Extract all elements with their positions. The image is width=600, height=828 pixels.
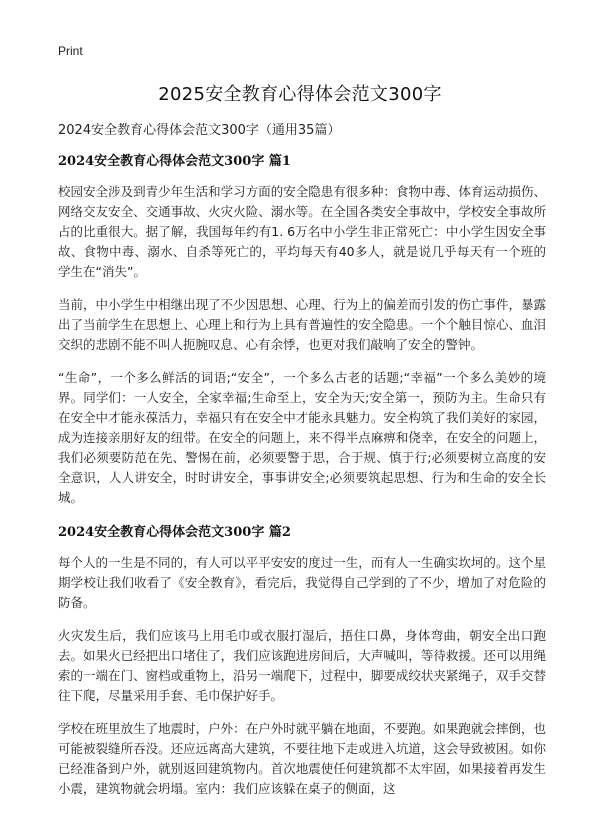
section-1 <box>58 150 546 508</box>
section-heading: 2024安全教育心得体会范文300字 篇2 <box>58 525 291 540</box>
paragraph: 校园安全涉及到青少年生活和学习方面的安全隐患有很多种：食物中毒、体育运动损伤、网络交友安全、交通事故、火灾火险、溺水等。在全国各类安全事故中，学校安全事故所占的比重很大。据了解，我国每年约有1. 6万名中小学生非正常死亡：中小学生因安全事故、食物中毒、溺水、自杀等死亡的，平均每天有40多人，就是说几乎每天有一个班的学生在“消失”。 <box>58 184 546 279</box>
document-title: 2025安全教育心得体会范文300字 <box>158 84 442 105</box>
section-heading: 2024安全教育心得体会范文300字 篇1 <box>58 154 291 169</box>
document-content <box>58 150 546 812</box>
paragraph: 每个人的一生是不同的，有人可以平平安安的度过一生，而有人一生确实坎坷的。这个星期学校让我们收看了《安全教育》，看完后，我觉得自己学到的了不少，增加了对危险的防备。 <box>58 555 546 610</box>
document-subtitle: 2024安全教育心得体会范文300字（通用35篇） <box>58 123 341 138</box>
paragraph: 当前，中小学生中相继出现了不少因思想、心理、行为上的偏差而引发的伤亡事件，暴露出了当前学生在思想上、心理上和行为上具有普遍性的安全隐患。一个个触目惊心、血泪交织的悲剧不能不叫人扼腕叹息、心有余悸，也更对我们敲响了安全的警钟。 <box>58 297 546 352</box>
paragraph: 学校在班里放生了地震时，户外：在户外时就平躺在地面，不要跑。如果跑就会摔倒，也可能被裂缝所吞没。还应远离高大建筑，不要往地下走或进入坑道，这会导致被困。如你已经准备到户外，就别返回建筑物内。首次地震使任何建筑都不太牢固，如果接着再发生小震，建筑物就会坍塌。室内：我们应该躲在桌子的侧面，这 <box>58 721 546 796</box>
paragraph: 火灾发生后，我们应该马上用毛巾或衣服打湿后，捂住口鼻，身体弯曲，朝安全出口跑去。如果火已经把出口堵住了，我们应该跑进房间后，大声喊叫，等待救援。还可以用绳索的一端在门、窗档或重物上，沿另一端爬下，过程中，脚要成绞状夹紧绳子，双手交替往下爬，尽量采用手套、毛巾保护好手。 <box>58 628 546 703</box>
paragraph: “生命”，一个多么鲜活的词语;“安全”，一个多么古老的话题;“幸福”一个多么美妙的境界。同学们：一人安全，全家幸福;生命至上，安全为天;安全第一，预防为主。生命只有在安全中才能永葆活力，幸福只有在安全中才能永具魅力。安全构筑了我们美好的家园，成为连接亲朋好友的纽带。在安全的问题上，来不得半点麻痹和侥幸，在安全的问题上，我们必须要防范在先、警惕在前，必须要警于思，合于规、慎于行;必须要树立高度的安全意识，人人讲安全，时时讲安全，事事讲安全;必须要筑起思想、行为和生命的安全长城。 <box>58 370 546 505</box>
section-2 <box>58 521 546 799</box>
print-label[interactable]: Print <box>58 44 83 58</box>
